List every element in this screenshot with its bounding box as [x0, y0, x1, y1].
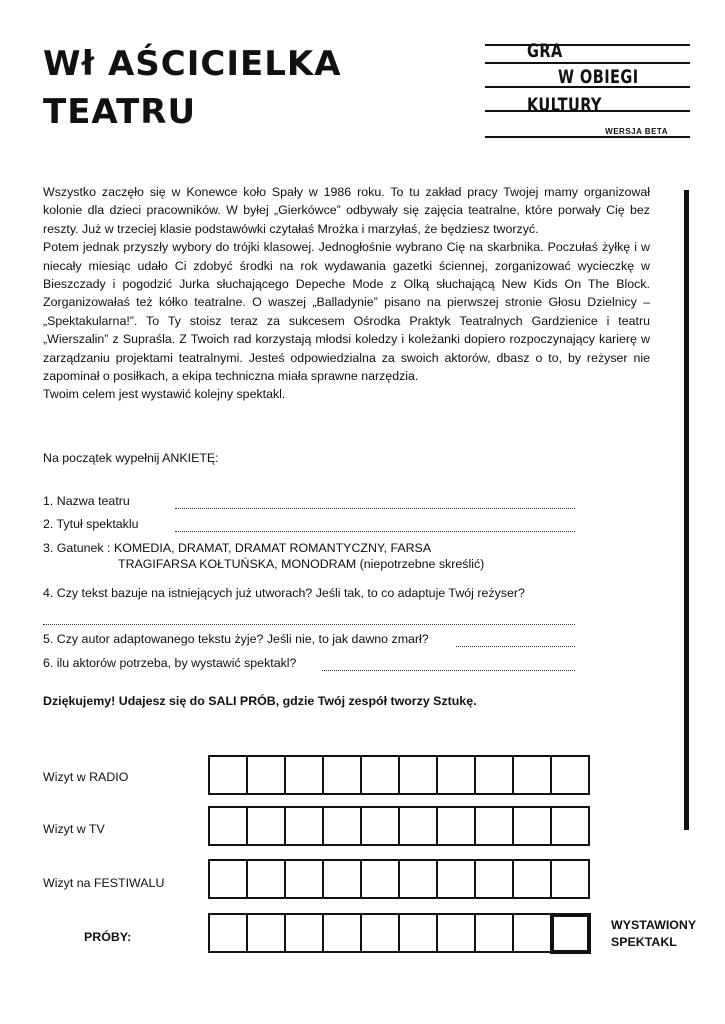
- track-box[interactable]: [398, 859, 438, 899]
- track-box[interactable]: [360, 913, 400, 953]
- intro-paragraph: Potem jednak przyszły wybory do trójki klasowej. Jednogłośnie wybrano Cię na skarbnika. Poczułaś żyłkę i w niecały miesiąc udało Ci zdobyć środki na rok wydawania gazetki ściennej, zorganizować wycieczkę w Bieszczady i pogodzić Jurka słuchającego Depeche Mode z Olką słuchającą New Kids On The Block. Zorganizowałaś też kółko teatralne. O waszej „Balladynie” pisano na pierwszej stronie Głosu Dzielnicy – „Spektakularna!”. To Ty stoisz teraz za sukcesem Ośrodka Praktyk Teatralnych Gardzienice i teatru „Wierszalin” z Supraśla. Z Twoich rad korzystają młodsi koledzy i koleżanki dopiero rozpoczynający karierę w zarządzaniu projektami teatralnymi. Jesteś odpowiedzialna za swoich aktorów, dbasz o to, by reżyser nie zapominał o posiłkach, a ekipa techniczna miała sprawne narzędzia.: [43, 240, 650, 384]
- track-box[interactable]: [398, 755, 438, 795]
- survey-prompt: Na początek wypełnij ANKIETĘ:: [43, 451, 219, 465]
- track-box[interactable]: [550, 806, 590, 846]
- title-line-1: Wł AŚCICIELKA: [43, 44, 342, 84]
- tv-track-boxes: [208, 806, 590, 846]
- track-box[interactable]: [246, 806, 286, 846]
- track-box[interactable]: [398, 806, 438, 846]
- rehearsals-track-label: PRÓBY:: [84, 930, 132, 944]
- question-4-field[interactable]: [43, 624, 575, 625]
- thanks-message: Dziękujemy! Udajesz się do SALI PRÓB, gdzie Twój zespół tworzy Sztukę.: [43, 694, 477, 708]
- track-box[interactable]: [246, 913, 286, 953]
- intro-text: [43, 183, 650, 404]
- track-box[interactable]: [512, 806, 552, 846]
- festival-track-label: Wizyt na FESTIWALU: [43, 876, 165, 890]
- track-box[interactable]: [360, 755, 400, 795]
- question-4-label: 4. Czy tekst bazuje na istniejących już utworach? Jeśli tak, to co adaptuje Twój reżyser?: [43, 586, 525, 600]
- question-5-field[interactable]: [456, 646, 575, 647]
- track-box[interactable]: [550, 859, 590, 899]
- logo-word-kultury: KULTURY: [527, 94, 602, 116]
- track-box[interactable]: [208, 806, 248, 846]
- game-logo: [485, 38, 690, 142]
- page-title: [43, 40, 342, 136]
- track-box[interactable]: [398, 913, 438, 953]
- question-2-field[interactable]: [175, 531, 575, 532]
- track-box[interactable]: [436, 913, 476, 953]
- track-box[interactable]: [284, 913, 324, 953]
- question-5-label: 5. Czy autor adaptowanego tekstu żyje? Jeśli nie, to jak dawno zmarł?: [43, 632, 429, 646]
- logo-word-w-obiegi: W OBIEGI: [558, 66, 639, 88]
- track-box[interactable]: [322, 806, 362, 846]
- radio-track-boxes: [208, 755, 590, 795]
- track-box[interactable]: [322, 913, 362, 953]
- final-performance-box[interactable]: [550, 913, 591, 954]
- track-box[interactable]: [474, 859, 514, 899]
- track-box[interactable]: [436, 859, 476, 899]
- version-label: WERSJA BETA: [605, 127, 668, 136]
- track-box[interactable]: [322, 859, 362, 899]
- track-box[interactable]: [360, 806, 400, 846]
- track-box[interactable]: [512, 913, 552, 953]
- track-box[interactable]: [284, 806, 324, 846]
- track-box[interactable]: [360, 859, 400, 899]
- track-box[interactable]: [474, 755, 514, 795]
- side-bar-divider: [684, 190, 689, 830]
- track-box[interactable]: [208, 755, 248, 795]
- track-box[interactable]: [474, 806, 514, 846]
- question-6-field[interactable]: [322, 670, 575, 671]
- track-box[interactable]: [512, 755, 552, 795]
- rehearsals-track-boxes: [208, 913, 591, 954]
- track-box[interactable]: [474, 913, 514, 953]
- question-6-label: 6. ilu aktorów potrzeba, by wystawić spektakl?: [43, 656, 297, 670]
- intro-paragraph: Twoim celem jest wystawić kolejny spektakl.: [43, 387, 286, 402]
- final-performance-label: WYSTAWIONY SPEKTAKL: [611, 918, 697, 949]
- track-box[interactable]: [208, 913, 248, 953]
- track-box[interactable]: [322, 755, 362, 795]
- logo-rule: [485, 44, 690, 46]
- track-box[interactable]: [550, 755, 590, 795]
- intro-paragraph: Wszystko zaczęło się w Konewce koło Spały w 1986 roku. To tu zakład pracy Twojej mamy organizował kolonie dla dzieci pracowników. W byłej „Gierkówce” odbywały się zajęcia teatralne, które porwały Cię bez reszty. Już w trzeciej klasie podstawówki czytałaś Mrożka i marzyłaś, że będziesz tworzyć.: [43, 185, 650, 236]
- track-box[interactable]: [208, 859, 248, 899]
- track-box[interactable]: [436, 755, 476, 795]
- question-1-field[interactable]: [175, 508, 575, 509]
- festival-track-boxes: [208, 859, 590, 899]
- logo-rule: [485, 62, 690, 64]
- track-box[interactable]: [284, 755, 324, 795]
- track-box[interactable]: [436, 806, 476, 846]
- tv-track-label: Wizyt w TV: [43, 822, 105, 836]
- logo-rule: [485, 136, 690, 138]
- question-3-line-2: TRAGIFARSA KOŁTUŃSKA, MONODRAM (niepotrzebne skreślić): [118, 557, 485, 571]
- title-line-2: TEATRU: [43, 92, 197, 132]
- radio-track-label: Wizyt w RADIO: [43, 770, 129, 784]
- track-box[interactable]: [284, 859, 324, 899]
- question-3-line-1: 3. Gatunek : KOMEDIA, DRAMAT, DRAMAT ROMANTYCZNY, FARSA: [43, 541, 432, 555]
- question-2-label: 2. Tytuł spektaklu: [43, 517, 139, 531]
- track-box[interactable]: [246, 755, 286, 795]
- track-box[interactable]: [512, 859, 552, 899]
- track-box[interactable]: [246, 859, 286, 899]
- survey-keyword: ANKIETĘ:: [162, 451, 219, 465]
- logo-word-gra: GRA: [527, 40, 563, 62]
- question-1-label: 1. Nazwa teatru: [43, 494, 130, 508]
